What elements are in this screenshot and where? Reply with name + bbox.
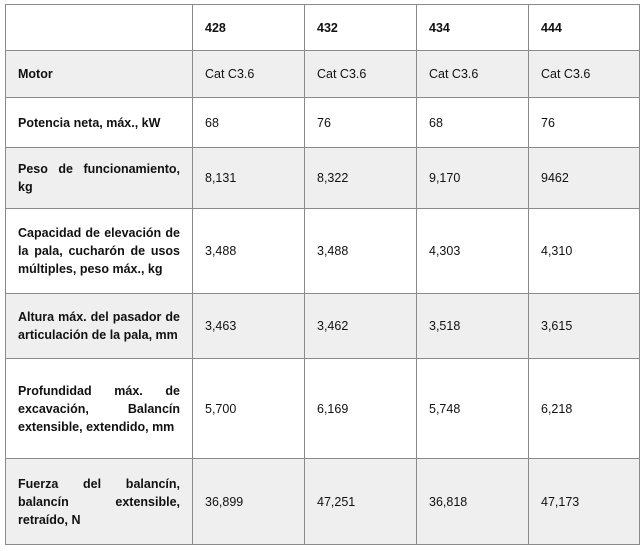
row-motor <box>6 51 640 98</box>
header-row <box>6 5 640 51</box>
cell-value: 6,218 <box>529 359 640 459</box>
cell-value: 9462 <box>529 148 640 209</box>
cell-value: 3,615 <box>529 294 640 359</box>
spec-table <box>5 4 640 545</box>
cell-value: 76 <box>529 98 640 148</box>
row-peso <box>6 148 640 209</box>
row-profundidad <box>6 359 640 459</box>
cell-value: 4,310 <box>529 209 640 294</box>
cell-value: 36,899 <box>193 459 305 545</box>
cell-value: 3,488 <box>305 209 417 294</box>
row-fuerza <box>6 459 640 545</box>
cell-value: 36,818 <box>417 459 529 545</box>
cell-value: 8,131 <box>193 148 305 209</box>
header-model-434: 434 <box>417 5 529 51</box>
row-label: Profundidad máx. de excavación, Balancín extensible, extendido, mm <box>6 359 193 459</box>
cell-value: 3,463 <box>193 294 305 359</box>
header-model-444: 444 <box>529 5 640 51</box>
cell-value: 5,748 <box>417 359 529 459</box>
row-potencia <box>6 98 640 148</box>
cell-value: 47,173 <box>529 459 640 545</box>
row-label: Motor <box>6 51 193 98</box>
cell-value: 6,169 <box>305 359 417 459</box>
cell-value: 47,251 <box>305 459 417 545</box>
row-label: Potencia neta, máx., kW <box>6 98 193 148</box>
cell-value: 3,462 <box>305 294 417 359</box>
header-model-432: 432 <box>305 5 417 51</box>
cell-value: Cat C3.6 <box>193 51 305 98</box>
row-altura <box>6 294 640 359</box>
row-capacidad <box>6 209 640 294</box>
header-corner-cell <box>6 5 193 51</box>
cell-value: 3,488 <box>193 209 305 294</box>
header-model-428: 428 <box>193 5 305 51</box>
row-label: Fuerza del balancín, balancín extensible, retraído, N <box>6 459 193 545</box>
cell-value: 68 <box>193 98 305 148</box>
cell-value: Cat C3.6 <box>417 51 529 98</box>
cell-value: 68 <box>417 98 529 148</box>
cell-value: 8,322 <box>305 148 417 209</box>
row-label: Peso de funcionamiento, kg <box>6 148 193 209</box>
cell-value: 5,700 <box>193 359 305 459</box>
cell-value: Cat C3.6 <box>529 51 640 98</box>
cell-value: 76 <box>305 98 417 148</box>
cell-value: 9,170 <box>417 148 529 209</box>
row-label: Capacidad de elevación de la pala, cucharón de usos múltiples, peso máx., kg <box>6 209 193 294</box>
cell-value: 3,518 <box>417 294 529 359</box>
cell-value: 4,303 <box>417 209 529 294</box>
cell-value: Cat C3.6 <box>305 51 417 98</box>
row-label: Altura máx. del pasador de articulación de la pala, mm <box>6 294 193 359</box>
